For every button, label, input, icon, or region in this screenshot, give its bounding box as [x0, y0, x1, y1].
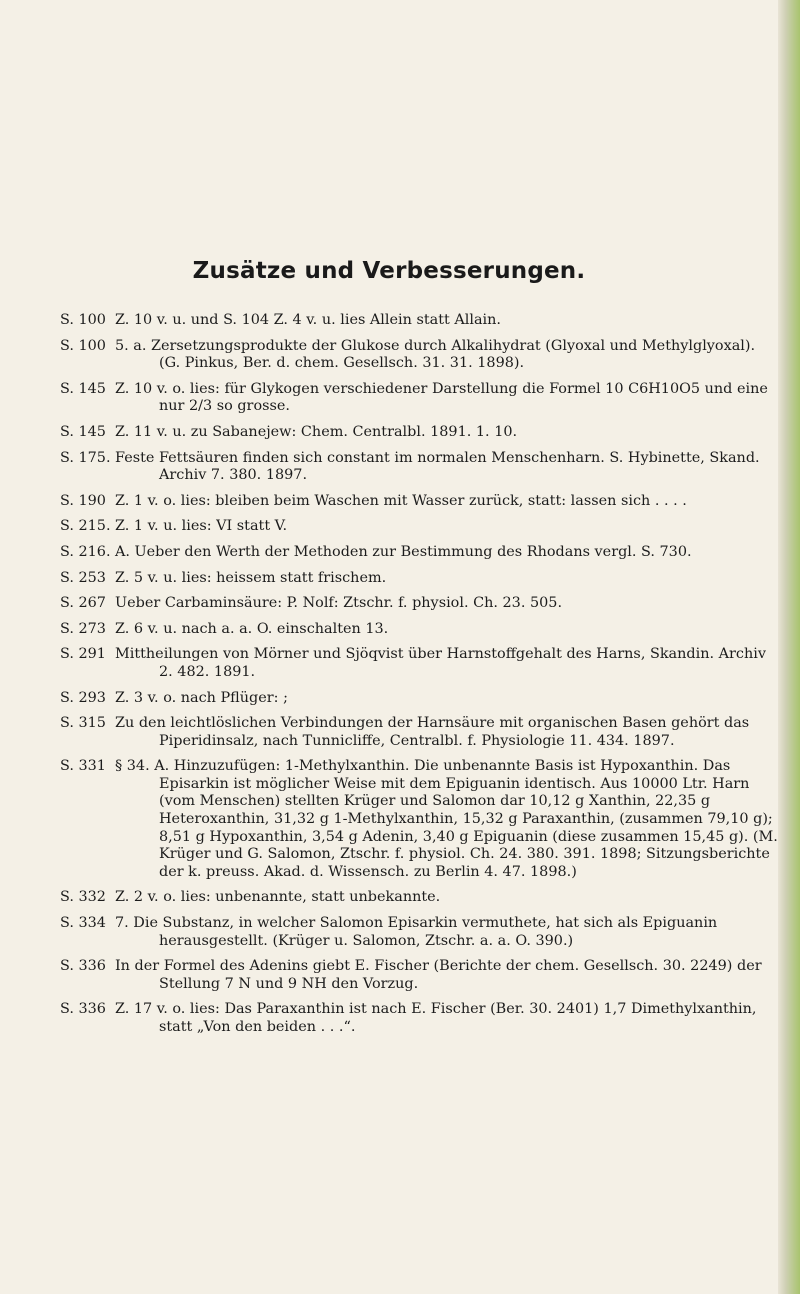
correction-text: Z. 10 v. u. und S. 104 Z. 4 v. u. lies Allein statt Allain.	[115, 312, 501, 328]
correction-text: Z. 5 v. u. lies: heissem statt frischem.	[115, 569, 387, 586]
page-title: Zusätze und Verbesserungen.	[192, 258, 586, 284]
page-reference: S. 100	[60, 337, 106, 354]
page-reference: S. 293	[60, 689, 106, 706]
correction-text: Z. 6 v. u. nach a. a. O. einschalten 13.	[115, 620, 389, 637]
page-reference: S. 267	[60, 595, 106, 612]
correction-entry	[60, 493, 780, 511]
page-edge	[778, 0, 800, 1294]
page-reference: S. 253	[60, 569, 106, 586]
correction-text: Z. 1 v. o. lies: bleiben beim Waschen mit Wasser zurück, statt: lassen sich . . . .	[115, 492, 687, 509]
page-reference: S. 336	[60, 958, 106, 975]
correction-entry	[60, 544, 780, 562]
correction-entry	[60, 518, 780, 536]
correction-entry	[60, 570, 780, 588]
correction-text: Feste Fettsäuren finden sich constant im normalen Menschenharn. S. Hybinette, Skand. Archiv 7. 380. 1897.	[115, 449, 760, 484]
correction-text: Z. 1 v. u. lies: VI statt V.	[115, 518, 288, 535]
correction-text: A. Ueber den Werth der Methoden zur Bestimmung des Rhodans vergl. S. 730.	[115, 543, 692, 560]
correction-entry	[60, 758, 780, 881]
correction-entry	[60, 889, 780, 907]
page-reference: S. 273	[60, 620, 106, 637]
correction-text: In der Formel des Adenins giebt E. Fischer (Berichte der chem. Gesellsch. 30. 2249) der Stellung 7 N und 9 NH den Vorzug.	[115, 958, 762, 992]
correction-entry	[60, 1001, 780, 1036]
correction-text: 5. a. Zersetzungsprodukte der Glukose durch Alkalihydrat (Glyoxal und Methylglyoxal). (G. Pinkus, Ber. d. chem. Gesellsch. 31. 31. 1898).	[115, 337, 756, 372]
correction-entry	[60, 595, 780, 613]
page-reference: S. 331	[60, 758, 106, 775]
correction-text: Z. 10 v. o. lies: für Glykogen verschiedener Darstellung die Formel 10 C6H10O5 und eine nur 2/3 so grosse.	[115, 380, 768, 415]
page-reference: S. 100	[60, 312, 106, 328]
correction-entry	[60, 690, 780, 708]
correction-text: 7. Die Substanz, in welcher Salomon Episarkin vermuthete, hat sich als Epiguanin herausgestellt. (Krüger u. Salomon, Ztschr. a. a. O. 390.)	[115, 915, 718, 949]
page-reference: S. 336	[60, 1001, 106, 1018]
correction-entry	[60, 450, 780, 485]
page-reference: S. 332	[60, 889, 106, 906]
correction-entry	[60, 646, 780, 681]
correction-text: Ueber Carbaminsäure: P. Nolf: Ztschr. f. physiol. Ch. 23. 505.	[115, 595, 563, 612]
correction-entry	[60, 621, 780, 639]
correction-text: Z. 3 v. o. nach Pflüger: ;	[115, 689, 288, 706]
page-reference: S. 216.	[60, 543, 111, 560]
correction-text: Mittheilungen von Mörner und Sjöqvist über Harnstoffgehalt des Harns, Skandin. Archiv 2. 482. 1891.	[115, 646, 766, 680]
correction-entry	[60, 338, 780, 373]
correction-text: § 34. A. Hinzuzufügen: 1-Methylxanthin. Die unbenannte Basis ist Hypoxanthin. Das Episarkin ist möglicher Weise mit dem Epiguanin identisch. Aus 10000 Ltr. Harn (vom Menschen) stellten Krüger und Salomon dar 10,12 g Xanthin, 22,35 g Heteroxanthin, 31,32 g 1-Methylxanthin, 15,32 g Paraxanthin, (zusammen 79,10 g); 8,51 g Hypoxanthin, 3,54 g Adenin, 3,40 g Epiguanin (diese zusammen 15,45 g). (M. Krüger und G. Salomon, Ztschr. f. physiol. Ch. 24. 380. 391. 1898; Sitzungsberichte der k. preuss. Akad. d. Wissensch. zu Berlin 4. 47. 1898.)	[115, 758, 778, 880]
correction-text: Z. 11 v. u. zu Sabanejew: Chem. Centralbl. 1891. 1. 10.	[115, 423, 518, 440]
correction-entry	[60, 715, 780, 750]
correction-entry	[60, 312, 780, 330]
corrections-list	[60, 312, 780, 1045]
page-reference: S. 145	[60, 380, 106, 397]
correction-text: Z. 2 v. o. lies: unbenannte, statt unbekannte.	[115, 889, 441, 906]
page-reference: S. 215.	[60, 518, 111, 535]
page-reference: S. 175.	[60, 449, 111, 466]
page-reference: S. 334	[60, 915, 106, 932]
correction-entry	[60, 424, 780, 442]
page-reference: S. 315	[60, 715, 106, 732]
correction-text: Zu den leichtlöslichen Verbindungen der Harnsäure mit organischen Basen gehört das Piperidinsalz, nach Tunnicliffe, Centralbl. f. Physiologie 11. 434. 1897.	[115, 715, 750, 749]
correction-entry	[60, 958, 780, 993]
page-reference: S. 190	[60, 492, 106, 509]
correction-text: Z. 17 v. o. lies: Das Paraxanthin ist nach E. Fischer (Ber. 30. 2401) 1,7 Dimethylxanthin, statt „Von den beiden . . .“.	[115, 1001, 757, 1035]
page-reference: S. 291	[60, 646, 106, 663]
correction-entry	[60, 915, 780, 950]
correction-entry	[60, 381, 780, 416]
page-reference: S. 145	[60, 423, 106, 440]
